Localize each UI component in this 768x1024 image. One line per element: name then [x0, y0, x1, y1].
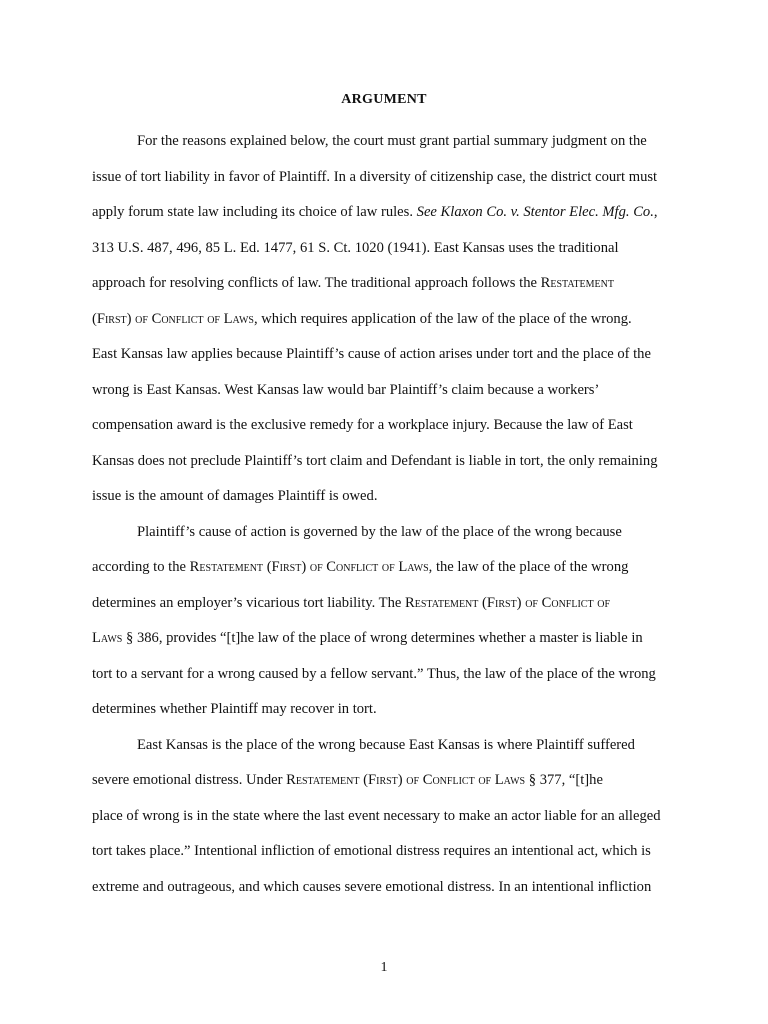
section-heading: ARGUMENT [341, 92, 427, 107]
text-line: issue of tort liability in favor of Plaintiff. In a diversity of citizenship case, the district court must [92, 168, 658, 185]
text-line: approach for resolving conflicts of law. The traditional approach follows the Restatement [92, 275, 614, 291]
body-text [92, 124, 692, 905]
text-line: tort takes place.” Intentional infliction of emotional distress requires an intentional act, which is [92, 843, 651, 859]
text-line: Kansas does not preclude Plaintiff’s tort claim and Defendant is liable in tort, the only remaining [92, 452, 658, 469]
page-number: 1 [380, 960, 388, 975]
text-line: (First) of Conflict of Laws, which requires application of the law of the place of the wrong. [92, 310, 632, 327]
text-line: compensation award is the exclusive remedy for a workplace injury. Because the law of East [92, 417, 633, 433]
text-line: East Kansas is the place of the wrong because East Kansas is where Plaintiff suffered [137, 736, 635, 753]
text-line: wrong is East Kansas. West Kansas law would bar Plaintiff’s claim because a workers’ [92, 381, 600, 398]
text-line: according to the Restatement (First) of Conflict of Laws, the law of the place of the wrong [92, 559, 629, 575]
text-line: place of wrong is in the state where the last event necessary to make an actor liable for an alleged [92, 807, 661, 824]
text-line: determines an employer’s vicarious tort liability. The Restatement (First) of Conflict of [92, 594, 611, 611]
text-line: issue is the amount of damages Plaintiff is owed. [92, 488, 378, 504]
text-line: extreme and outrageous, and which causes severe emotional distress. In an intentional infliction [92, 878, 652, 895]
text-line: For the reasons explained below, the court must grant partial summary judgment on the [137, 133, 647, 149]
text-line: apply forum state law including its choice of law rules. See Klaxon Co. v. Stentor Elec. Mfg. Co., [92, 204, 658, 220]
text-line: Laws § 386, provides “[t]he law of the place of wrong determines whether a master is liable in [92, 630, 643, 646]
text-line: tort to a servant for a wrong caused by a fellow servant.” Thus, the law of the place of the wrong [92, 665, 656, 682]
text-line: East Kansas law applies because Plaintiff’s cause of action arises under tort and the place of the [92, 346, 651, 362]
case-citation: See Klaxon Co. v. Stentor Elec. Mfg. Co. [416, 204, 654, 220]
text-line: 313 U.S. 487, 496, 85 L. Ed. 1477, 61 S. Ct. 1020 (1941). East Kansas uses the traditional [92, 239, 619, 256]
text-line: severe emotional distress. Under Restatement (First) of Conflict of Laws § 377, “[t]he [92, 772, 603, 788]
text-line: Plaintiff’s cause of action is governed by the law of the place of the wrong because [137, 523, 622, 540]
text-line: determines whether Plaintiff may recover in tort. [92, 701, 377, 717]
